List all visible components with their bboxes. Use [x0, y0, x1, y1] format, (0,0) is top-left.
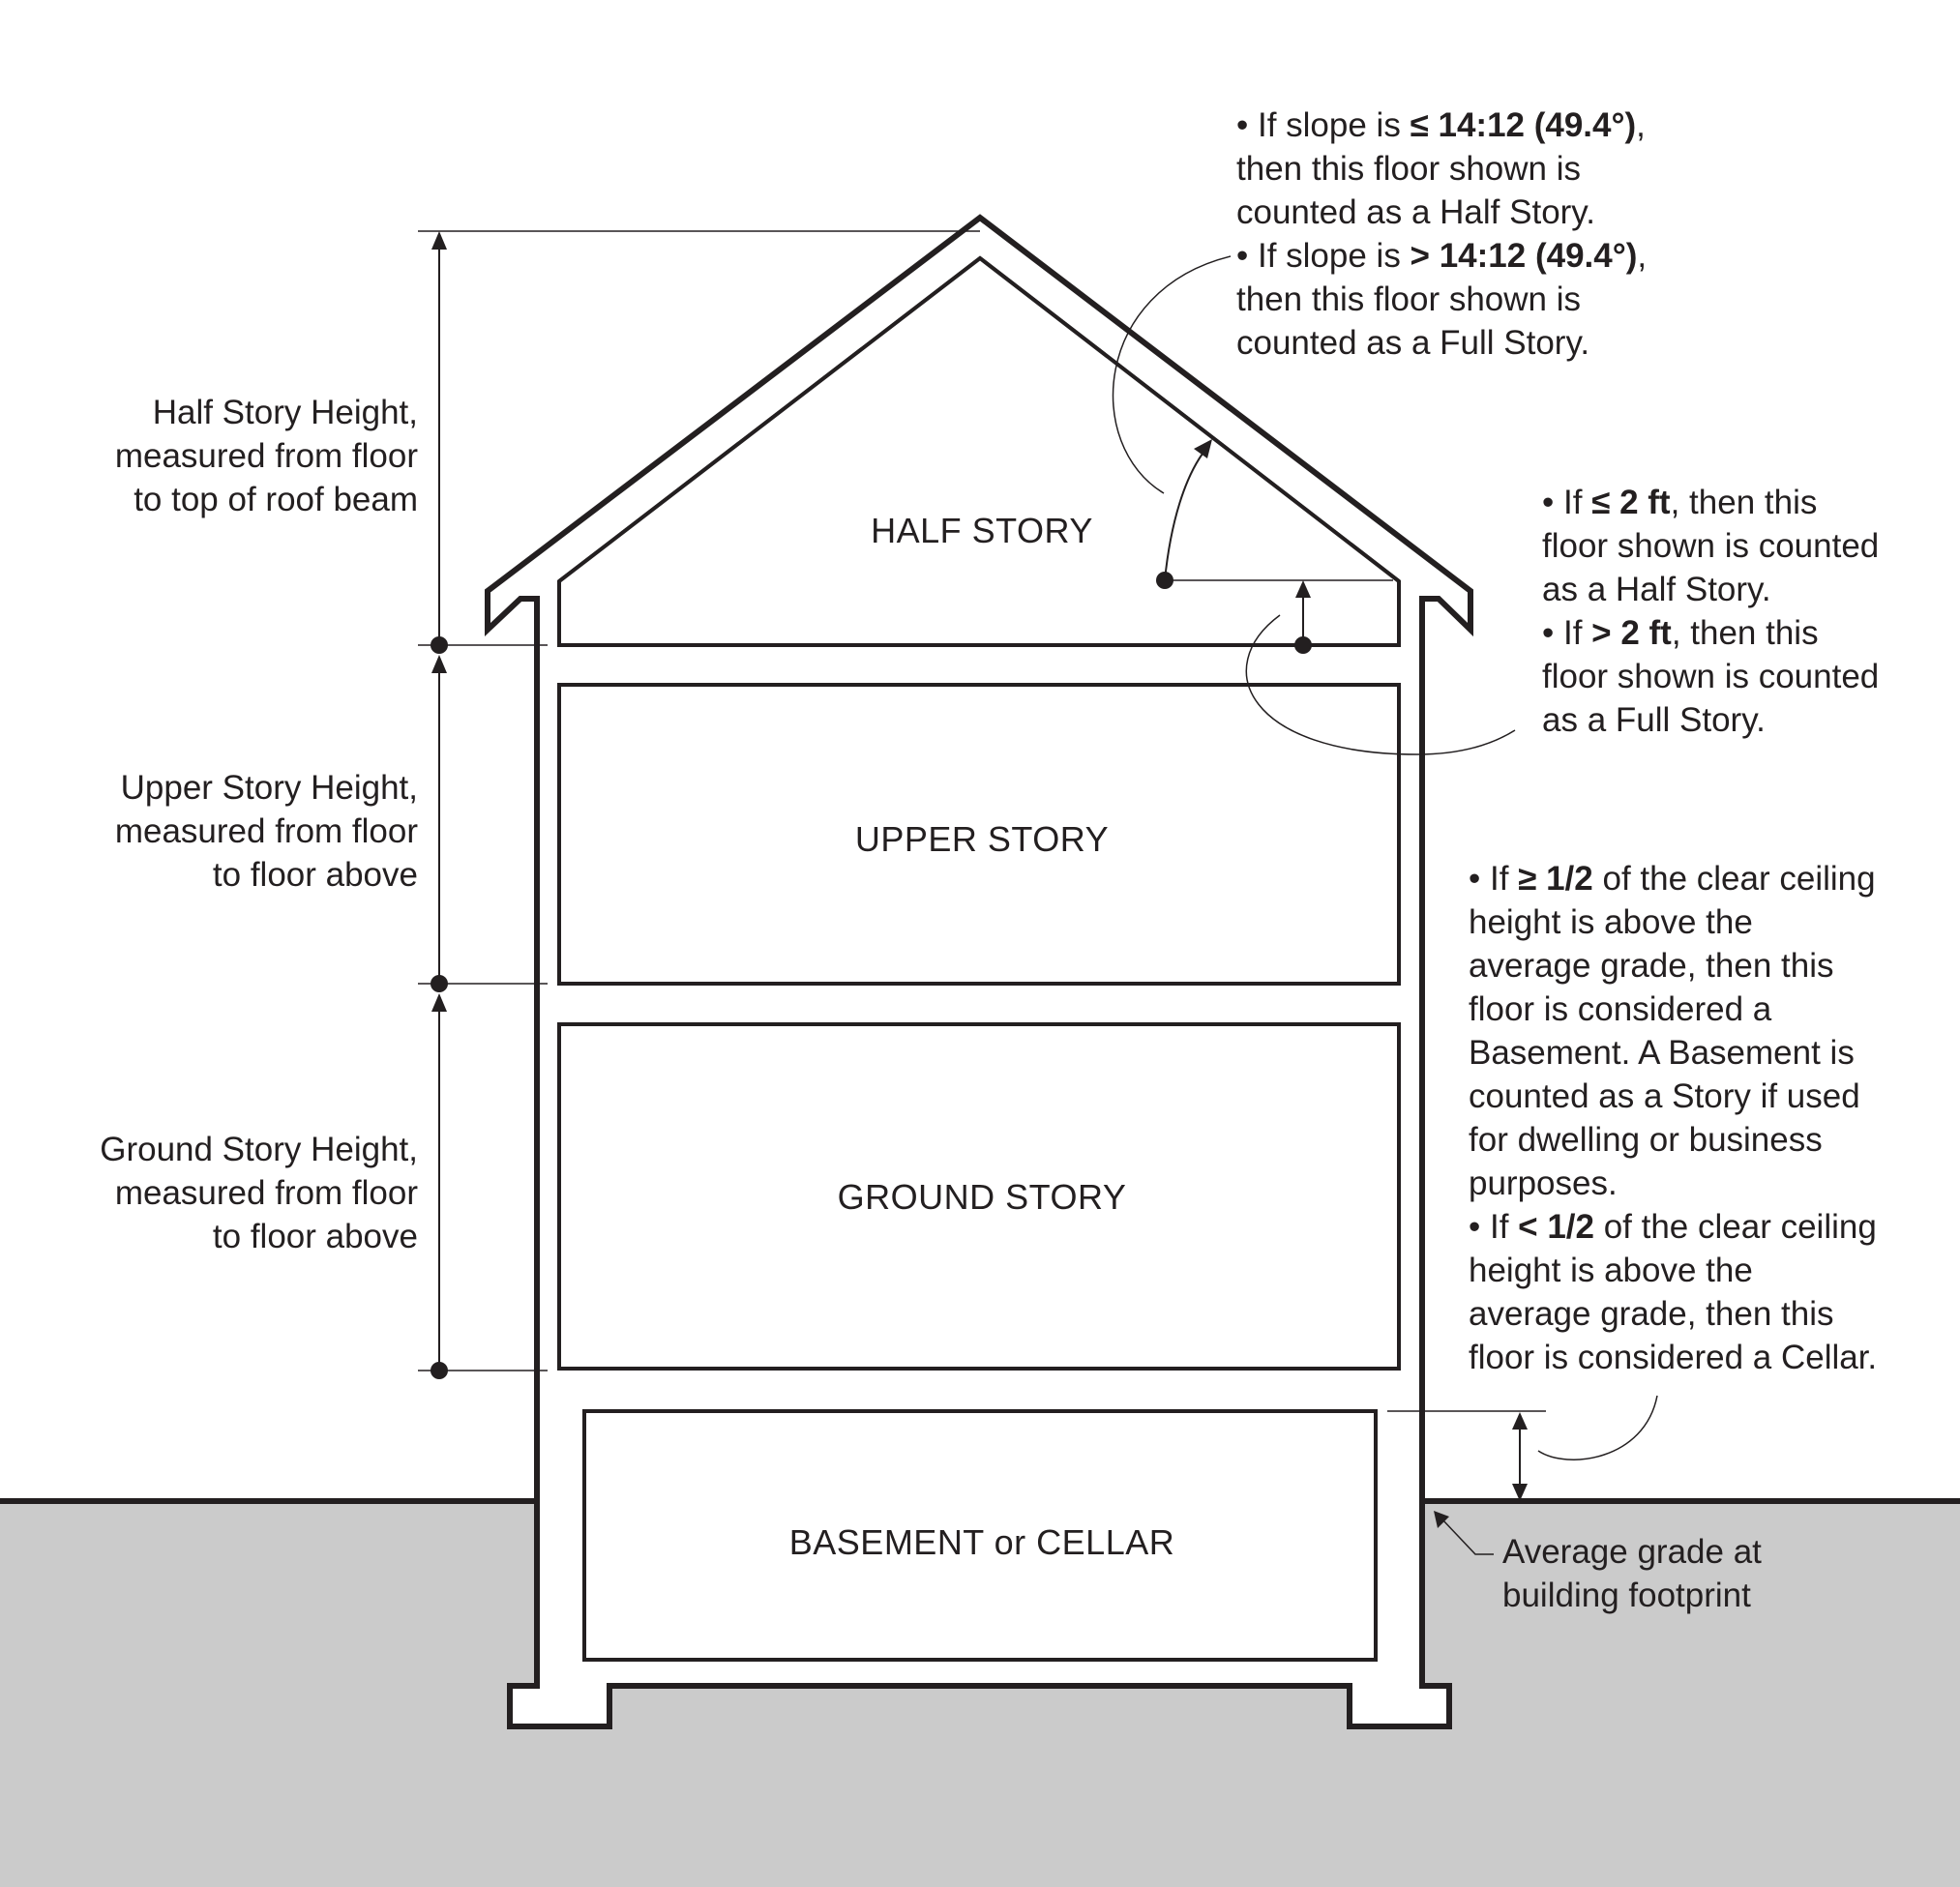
basement-annotation: [1387, 1396, 1657, 1501]
basement-note-line-10: height is above the: [1469, 1252, 1753, 1289]
basement-note-line-1-pre: • If: [1469, 860, 1519, 898]
knee-wall-note-line-1-post: , then this: [1670, 484, 1818, 521]
upper-story-height-line-3: to floor above: [212, 856, 418, 894]
knee-wall-note-line-4: [1542, 614, 1819, 652]
knee-wall-note-line-4-pre: • If: [1542, 614, 1592, 652]
slope-note-line-4: [1236, 237, 1647, 275]
half-story-height-line-2: measured from floor: [114, 437, 418, 475]
knee-wall-note-line-1-bold: ≤ 2 ft: [1591, 484, 1671, 521]
basement-note-line-7: for dwelling or business: [1469, 1121, 1823, 1159]
basement-note-line-9-post: of the clear ceiling: [1593, 1208, 1877, 1246]
basement-note-line-9-pre: • If: [1469, 1208, 1519, 1246]
upper-story-height-label: [115, 769, 419, 894]
knee-wall-note-line-4-bold: > 2 ft: [1591, 614, 1672, 652]
basement-label: BASEMENT or CELLAR: [788, 1522, 1175, 1562]
basement-note-line-1-bold: ≥ 1/2: [1518, 860, 1593, 898]
upper-story-height-line-1: Upper Story Height,: [120, 769, 418, 807]
slope-note-line-2: then this floor shown is: [1236, 150, 1582, 188]
knee-wall-dot: [1294, 636, 1312, 654]
ground-story-label: GROUND STORY: [837, 1177, 1127, 1217]
slope-note-line-1-pre: • If slope is: [1236, 106, 1411, 144]
upper-story-arrow-top: [431, 655, 447, 673]
basement-note-line-1-post: of the clear ceiling: [1592, 860, 1876, 898]
ground-story-height-line-2: measured from floor: [114, 1174, 418, 1212]
knee-wall-note-line-6: as a Full Story.: [1542, 701, 1766, 739]
basement-note-line-4: floor is considered a: [1469, 990, 1772, 1028]
slope-note-line-1-post: ,: [1636, 106, 1646, 144]
knee-wall-note-line-1: [1542, 484, 1817, 521]
basement-note-line-8: purposes.: [1469, 1165, 1618, 1202]
basement-note-line-12: floor is considered a Cellar.: [1469, 1339, 1878, 1376]
basement-note-line-5: Basement. A Basement is: [1469, 1034, 1855, 1072]
upper-story-label: UPPER STORY: [854, 819, 1110, 859]
basement-note: [1469, 860, 1877, 1376]
ground-story-arrow-top: [431, 993, 447, 1012]
slope-note-line-4-pre: • If slope is: [1236, 237, 1411, 275]
half-story-arrow-top: [431, 231, 447, 250]
basement-note-line-9: [1469, 1208, 1877, 1246]
knee-wall-note-line-3: as a Half Story.: [1542, 571, 1771, 608]
half-story-height-label: [115, 394, 419, 518]
slope-note: [1236, 106, 1647, 362]
half-story-height-line-3: to top of roof beam: [134, 481, 418, 518]
grade-note-line-2: building footprint: [1502, 1577, 1751, 1614]
ground-story-dot: [431, 1362, 448, 1379]
slope-note-line-6: counted as a Full Story.: [1236, 324, 1590, 362]
half-story-dot: [431, 636, 448, 654]
slope-note-line-1: [1236, 106, 1646, 144]
ground-story-height-label: [100, 1131, 418, 1255]
slope-note-line-5: then this floor shown is: [1236, 280, 1582, 318]
knee-wall-note-line-2: floor shown is counted: [1542, 527, 1880, 565]
slope-note-line-1-bold: ≤ 14:12 (49.4°): [1410, 106, 1637, 144]
ground-story-height-line-1: Ground Story Height,: [100, 1131, 418, 1168]
basement-leader-line: [1538, 1396, 1657, 1459]
basement-note-line-1: [1469, 860, 1876, 898]
slope-note-line-3: counted as a Half Story.: [1236, 193, 1595, 231]
basement-note-line-3: average grade, then this: [1469, 947, 1834, 985]
half-story-label: HALF STORY: [871, 511, 1093, 550]
slope-note-line-4-post: ,: [1637, 237, 1648, 275]
basement-note-line-2: height is above the: [1469, 903, 1753, 941]
half-story-height-line-1: Half Story Height,: [152, 394, 418, 431]
upper-story-height-line-2: measured from floor: [114, 812, 418, 850]
slope-note-line-4-bold: > 14:12 (49.4°): [1410, 237, 1638, 275]
basement-note-line-11: average grade, then this: [1469, 1295, 1834, 1333]
ground-story-height-line-3: to floor above: [212, 1218, 418, 1255]
basement-note-line-9-bold: < 1/2: [1518, 1208, 1594, 1246]
grade-note-line-1: Average grade at: [1502, 1533, 1762, 1571]
basement-arrow-top: [1512, 1412, 1528, 1430]
knee-wall-note-line-1-pre: • If: [1542, 484, 1592, 521]
knee-wall-note: [1542, 484, 1879, 739]
knee-wall-note-line-5: floor shown is counted: [1542, 658, 1880, 695]
basement-note-line-6: counted as a Story if used: [1469, 1077, 1860, 1115]
upper-story-dot: [431, 975, 448, 992]
knee-wall-note-line-4-post: , then this: [1671, 614, 1819, 652]
